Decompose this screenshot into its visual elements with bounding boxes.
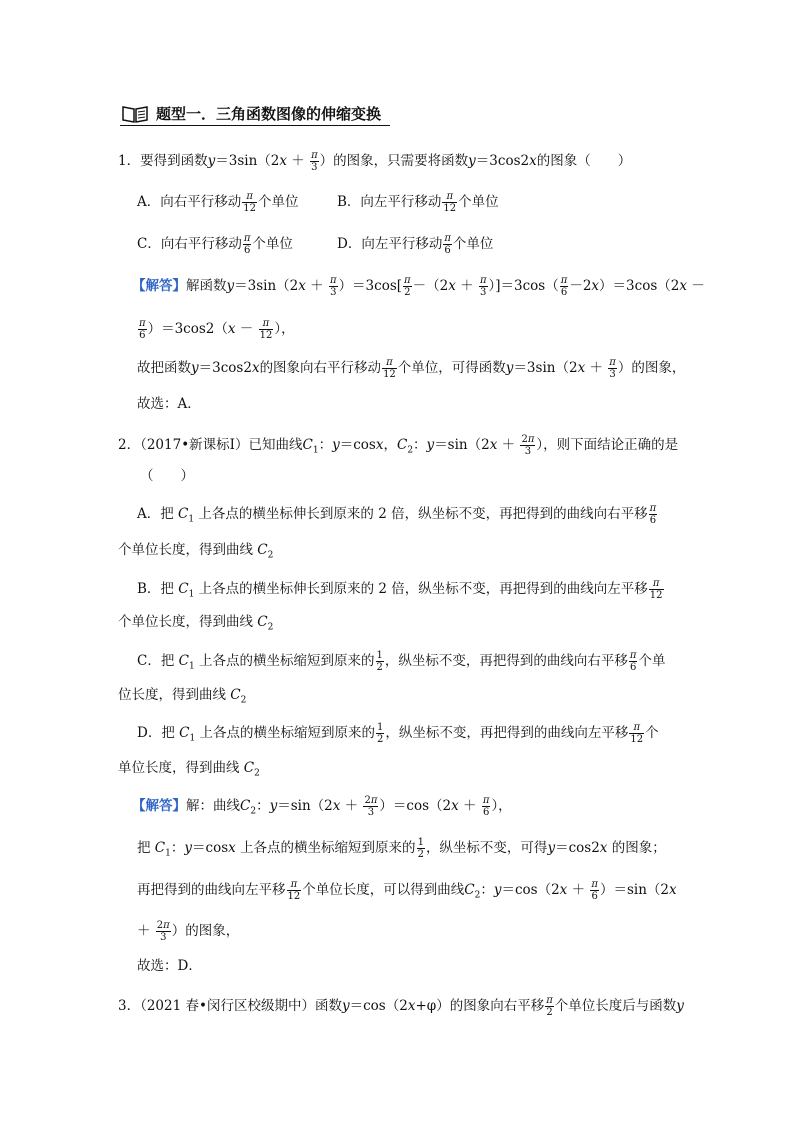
q1-solution-line1: 【解答】解函数y＝3sin（2x ＋ $\frac{\pi}{3}$ ）＝3cos[ $\frac{\pi}{2}$ －（2x ＋ $\frac{\pi}{3}$ ）]＝3cos（ $\frac{\pi}{6}$ －2x）＝3cos（2x － bbox=[132, 275, 705, 298]
q1-option-d[interactable]: D．向左平行移动 $\frac{\pi}{6}$ 个单位 bbox=[337, 233, 494, 256]
title-underline bbox=[120, 125, 390, 126]
q1-option-b[interactable]: B．向左平行移动 $\frac{\pi}{12}$ 个单位 bbox=[337, 191, 499, 214]
q2-stem: 2．（2017•新课标Ⅰ）已知曲线$C_1$：y＝cosx，$C_2$：y＝sin（2x ＋ $\frac{2\pi}{3}$ ），则下面结论正确的是 bbox=[118, 434, 679, 457]
q2-option-b-cont: 个单位长度，得到曲线 $C_2$ bbox=[118, 614, 274, 633]
q2-solution-line4: ＋ $\frac{2\pi}{3}$ ）的图象， bbox=[137, 920, 240, 943]
q2-option-a[interactable]: A．把 $C_1$ 上各点的横坐标伸长到原来的 2 倍，纵坐标不变，再把得到的曲线向右平移 $\frac{\pi}{6}$ bbox=[137, 503, 657, 526]
q2-solution-line3: 再把得到的曲线向左平移 $\frac{\pi}{12}$ 个单位长度，可以得到曲线$C_2$：y＝cos（2x ＋ $\frac{\pi}{6}$ ）＝sin（2x bbox=[137, 879, 677, 902]
q3-number: 3． bbox=[118, 998, 141, 1014]
q2-solution-line2: 把 $C_1$：y＝cosx 上各点的横坐标缩短到原来的 $\frac{1}{2}$ ，纵坐标不变，可得y＝cos2x 的图象； bbox=[137, 837, 666, 860]
q1-stem: 1．要得到函数y＝3sin（2x ＋ $\frac{\pi}{3}$ ）的图象，只需要将函数y＝3cos2x的图象（ ） bbox=[118, 150, 632, 173]
q1-choice: 故选：A． bbox=[137, 396, 201, 412]
q2-option-c[interactable]: C．把 $C_1$ 上各点的横坐标缩短到原来的 $\frac{1}{2}$ ，纵坐标不变，再把得到的曲线向右平移 $\frac{\pi}{6}$ 个单 bbox=[137, 650, 666, 673]
q2-number: 2． bbox=[118, 437, 141, 453]
q2-option-b[interactable]: B．把 $C_1$ 上各点的横坐标伸长到原来的 2 倍，纵坐标不变，再把得到的曲线向左平移 $\frac{\pi}{12}$ bbox=[137, 578, 663, 601]
answer-tag: 【解答】 bbox=[132, 278, 186, 294]
q1-solution-line2: $\frac{\pi}{6}$ ）＝3cos2（x － $\frac{\pi}{12}$ ）， bbox=[139, 318, 295, 341]
q1-solution-line3: 故把函数y＝3cos2x的图象向右平行移动 $\frac{\pi}{12}$ 个单位，可得函数y＝3sin（2x ＋ $\frac{\pi}{3}$ ）的图象， bbox=[137, 357, 686, 380]
q3-stem: 3．（2021 春•闵行区校级期中）函数y＝cos（2x+φ）的图象向右平移 $\frac{\pi}{2}$ 个单位长度后与函数y bbox=[118, 995, 684, 1018]
q1-option-c[interactable]: C．向右平行移动 $\frac{\pi}{6}$ 个单位 bbox=[137, 233, 293, 256]
q2-option-d-cont: 单位长度，得到曲线 $C_2$ bbox=[118, 760, 260, 779]
q2-option-a-cont: 个单位长度，得到曲线 $C_2$ bbox=[118, 542, 274, 561]
section-title: 题型一．三角函数图像的伸缩变换 bbox=[156, 105, 382, 123]
q1-number: 1． bbox=[118, 153, 141, 169]
q1-option-a[interactable]: A．向右平行移动 $\frac{\pi}{12}$ 个单位 bbox=[137, 191, 299, 214]
q2-option-d[interactable]: D．把 $C_1$ 上各点的横坐标缩短到原来的 $\frac{1}{2}$ ，纵坐标不变，再把得到的曲线向左平移 $\frac{\pi}{12}$ 个 bbox=[137, 722, 659, 745]
q2-choice: 故选：D． bbox=[137, 958, 202, 974]
q2-solution-line1: 【解答】解：曲线$C_2$：y＝sin（2x ＋ $\frac{2\pi}{3}$ ）＝cos（2x ＋ $\frac{\pi}{6}$ ）， bbox=[132, 795, 512, 818]
book-icon bbox=[121, 104, 149, 124]
q2-paren: （ ） bbox=[140, 468, 194, 484]
q2-option-c-cont: 位长度，得到曲线 $C_2$ bbox=[118, 687, 247, 706]
